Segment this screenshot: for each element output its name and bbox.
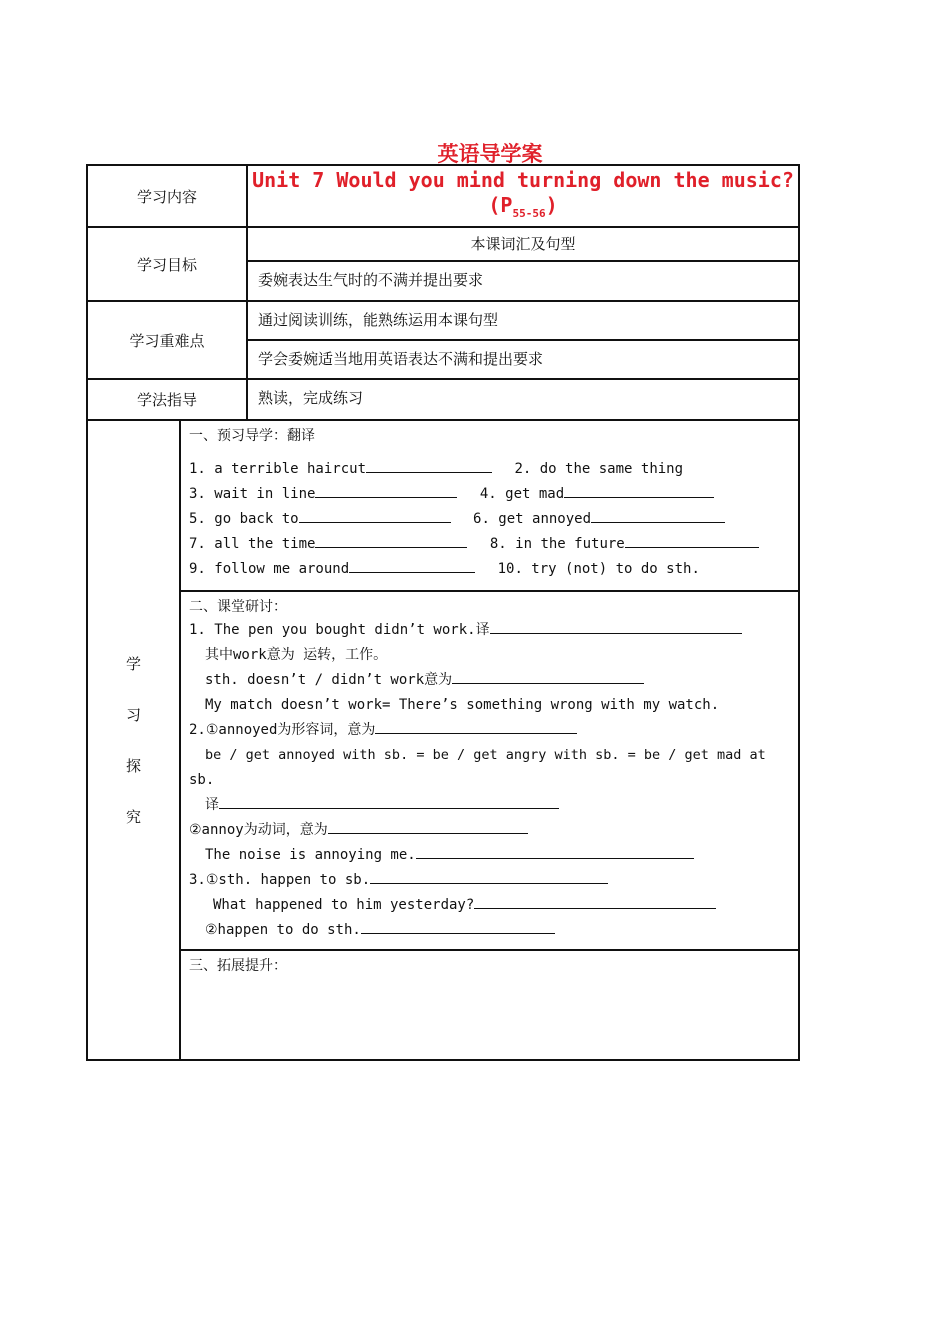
list-item <box>189 893 790 918</box>
s2-line-3: sth. doesn’t / didn’t work意为 <box>205 672 453 688</box>
key-2: 学会委婉适当地用英语表达不满和提出要求 <box>247 340 799 379</box>
list-item <box>189 718 790 743</box>
item-1: 1. a terrible haircut <box>189 461 367 477</box>
answer-blank[interactable] <box>375 719 577 734</box>
page-sub: 55-56 <box>512 207 546 220</box>
item-3: 3. wait in line <box>189 486 316 502</box>
s2-line-4: My match doesn’t work= There’s something wrong with my watch. <box>205 697 720 713</box>
answer-blank[interactable] <box>299 508 451 523</box>
s2-line-6a: be / get annoyed with sb. = be / get angry with sb. = be / get mad at <box>205 747 766 763</box>
key-1: 通过阅读训练，能熟练运用本课句型 <box>247 301 799 340</box>
item-9: 9. follow me around <box>189 561 350 577</box>
answer-blank[interactable] <box>219 794 559 809</box>
page-title: 英语导学案 <box>437 142 543 166</box>
answer-blank[interactable] <box>366 458 492 473</box>
answer-blank[interactable] <box>315 533 467 548</box>
item-2: 2. do the same thing <box>514 461 684 477</box>
s2-line-8: ②annoy为动词，意为 <box>189 822 328 838</box>
page-suffix: ) <box>545 193 558 217</box>
answer-blank[interactable] <box>490 619 742 634</box>
section-extension <box>180 950 799 1060</box>
section1-heading: 一、预习导学：翻译 <box>189 428 315 444</box>
answer-blank[interactable] <box>564 483 714 498</box>
goal-2: 委婉表达生气时的不满并提出要求 <box>247 261 799 301</box>
unit-page-range <box>488 193 558 220</box>
item-5: 5. go back to <box>189 511 299 527</box>
s2-line-7: 译 <box>205 797 219 813</box>
list-item <box>189 668 790 693</box>
list-item <box>189 868 790 893</box>
item-6: 6. get annoyed <box>473 511 592 527</box>
answer-blank[interactable] <box>591 508 725 523</box>
explore-char: 探 <box>125 757 141 775</box>
answer-blank[interactable] <box>452 669 644 684</box>
section3-heading: 三、拓展提升： <box>189 958 287 974</box>
item-8: 8. in the future <box>489 536 625 552</box>
section-class-study <box>180 591 799 950</box>
s2-line-9: The noise is annoying me. <box>205 847 416 863</box>
list-item <box>189 557 790 582</box>
s2-line-12: ②happen to do sth. <box>205 922 361 938</box>
answer-blank[interactable] <box>474 894 716 909</box>
answer-blank[interactable] <box>328 819 528 834</box>
goal-1: 本课词汇及句型 <box>247 227 799 261</box>
s2-line-5: 2.①annoyed为形容词，意为 <box>189 722 376 738</box>
goal-label: 学习目标 <box>87 227 247 301</box>
method-value: 熟读，完成练习 <box>247 379 799 420</box>
list-item <box>189 918 790 943</box>
section-preview <box>180 420 799 591</box>
answer-blank[interactable] <box>370 869 608 884</box>
item-10: 10. try (not) to do sth. <box>497 561 700 577</box>
answer-blank[interactable] <box>625 533 759 548</box>
unit-title-text: Unit 7 Would you mind turning down the music? <box>252 168 794 192</box>
content-label: 学习内容 <box>87 165 247 227</box>
explore-label <box>87 420 180 1060</box>
explore-char: 习 <box>125 706 141 724</box>
list-item <box>189 843 790 868</box>
s2-line-6b: sb. <box>189 772 215 788</box>
item-4: 4. get mad <box>479 486 565 502</box>
s2-line-1: 1. The pen you bought didn’t work.译 <box>189 622 490 638</box>
list-item <box>189 618 790 643</box>
s2-line-10: 3.①sth. happen to sb. <box>189 872 371 888</box>
answer-blank[interactable] <box>315 483 457 498</box>
method-label: 学法指导 <box>87 379 247 420</box>
unit-title <box>247 165 799 227</box>
key-label: 学习重难点 <box>87 301 247 379</box>
answer-blank[interactable] <box>361 919 555 934</box>
answer-blank[interactable] <box>349 558 475 573</box>
list-item <box>189 507 790 532</box>
s2-line-2: 其中work意为 运转，工作。 <box>205 647 388 663</box>
s2-line-11: What happened to him yesterday? <box>213 897 475 913</box>
answer-blank[interactable] <box>416 844 694 859</box>
list-item <box>189 793 790 818</box>
item-7: 7. all the time <box>189 536 316 552</box>
list-item <box>189 457 790 482</box>
page-prefix: (P <box>488 193 513 217</box>
section2-heading: 二、课堂研讨： <box>189 599 287 615</box>
list-item <box>189 818 790 843</box>
study-guide-table <box>86 164 800 1061</box>
list-item <box>189 482 790 507</box>
explore-char: 学 <box>125 655 141 673</box>
explore-char: 究 <box>125 808 141 826</box>
list-item <box>189 532 790 557</box>
